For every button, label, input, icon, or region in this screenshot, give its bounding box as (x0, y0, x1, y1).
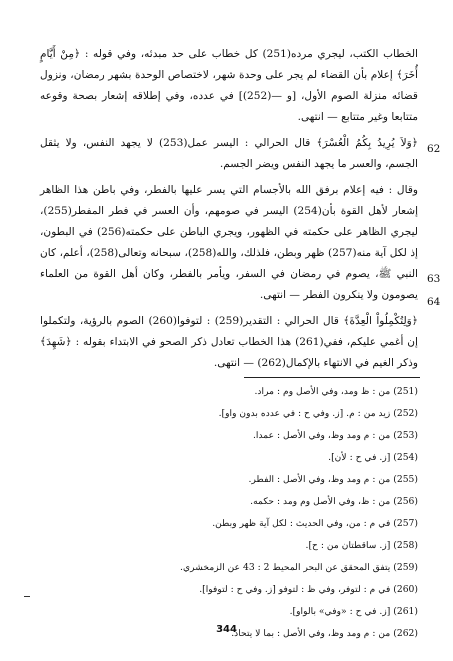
footnote-item: (254) [ز. في ح : لأن]. (328, 452, 418, 463)
footnote-item: (253) من : م ومد وظ، وفي الأصل : عمدا. (252, 430, 418, 441)
verse-number-62: 62 (427, 143, 441, 155)
paragraph-2: ﴿وَلاَ يُرِيدُ بِكُمُ الْعُسْرَ﴾ قال الحرالي : اليسر عمل(253) لا يجهد النفس، ولا يثقل الجسم، والعسر ما يجهد النفس ويضر الجسم. (40, 137, 418, 170)
footnote-item: (261) [ز. في ح : «وفي» بالواو]. (289, 606, 418, 617)
footnote-item: (262) من : م ومد وظ، وفي الأصل : بما لا يتحاد. (231, 628, 418, 639)
footnote-item: (255) من : م ومد وظ، وفي الأصل : الفطر. (248, 474, 418, 485)
paragraph-1: الخطاب الكتب، ليجري مرده(251) كل خطاب على حد مبدئه، وفي قوله : ﴿مِنْ أَيَّامٍ أُخَرَ﴾ إعلام بأن القضاء لم يجر على وحدة شهر، لاختصاص الوحدة بشهر رمضان، ونزول قضائه منزلة الصوم الأول، [و —(252)] في عدده، وفي إطلاقه إشعار بصحة وقوعه متتابعا وغير متتابع — انتهى. (40, 48, 418, 123)
paragraph-4: ﴿وَلِتُكْمِلُواْ الْعِدَّةَ﴾ قال الحرالي : التقدير(259) : لتوفوا(260) الصوم بالرؤية، ولتكملوا إن أغمي عليكم، ففي(261) هذا الخطاب تعادل ذكر الصحو في الابتداء بقوله : ﴿شَهِدَ﴾ وذكر الغيم في الانتهاء بالإكمال(262) — انتهى. (40, 315, 418, 369)
footnote-item: (251) من : ظ ومد، وفي الأصل وم : مراد. (254, 386, 418, 397)
verse-number-63: 63 (427, 273, 441, 285)
footnote-item: (257) في م : من، وفي الحديث : لكل آية ظهر وبطن. (212, 518, 418, 529)
page-number: 344 (216, 624, 237, 635)
footnote-item: (260) في م : لتوفر، وفي ظ : لتوفو [ز. وفي ح : لتوفوا]. (199, 584, 418, 595)
main-text (40, 44, 418, 379)
footnote-item: (256) من : ظ، وفي الأصل وم ومد : حكمه. (250, 496, 418, 507)
verse-number-64: 64 (427, 296, 441, 308)
footnote-item: (259) يتفق المحقق عن البحر المحيط 2 : 43 عن الزمخشري. (180, 562, 418, 573)
footnote-divider (244, 377, 420, 378)
paragraph-3: وقال : فيه إعلام برفق الله بالأجسام التي يسر عليها بالفطر، وفي باطن هذا الظاهر إشعار لأهل القوة بأن(254) اليسر في صومهم، وأن العسر في فطر المفطر(255)، ليجري الظاهر على حكمته في الظهور، ويجري الباطن على حكمته(256) في البطون، إذ لكل آية منه(257) ظهر وبطن، فلذلك، والله(258)، سبحانه وتعالى(258)، أعلم، كان النبي ﷺ، يصوم في رمضان في السفر، ويأمر بالفطر، وكان أهل القوة من العلماء يصومون ولا ينكرون الفطر — انتهى. (40, 184, 419, 301)
margin-mark (24, 596, 30, 597)
footnotes-list (50, 381, 418, 645)
footnote-item: (252) زيد من : م. [ز. وفي ح : في عدده بدون واو]. (218, 408, 418, 419)
footnote-item: (258) [ز. ساقطتان من : ح]. (305, 540, 418, 551)
